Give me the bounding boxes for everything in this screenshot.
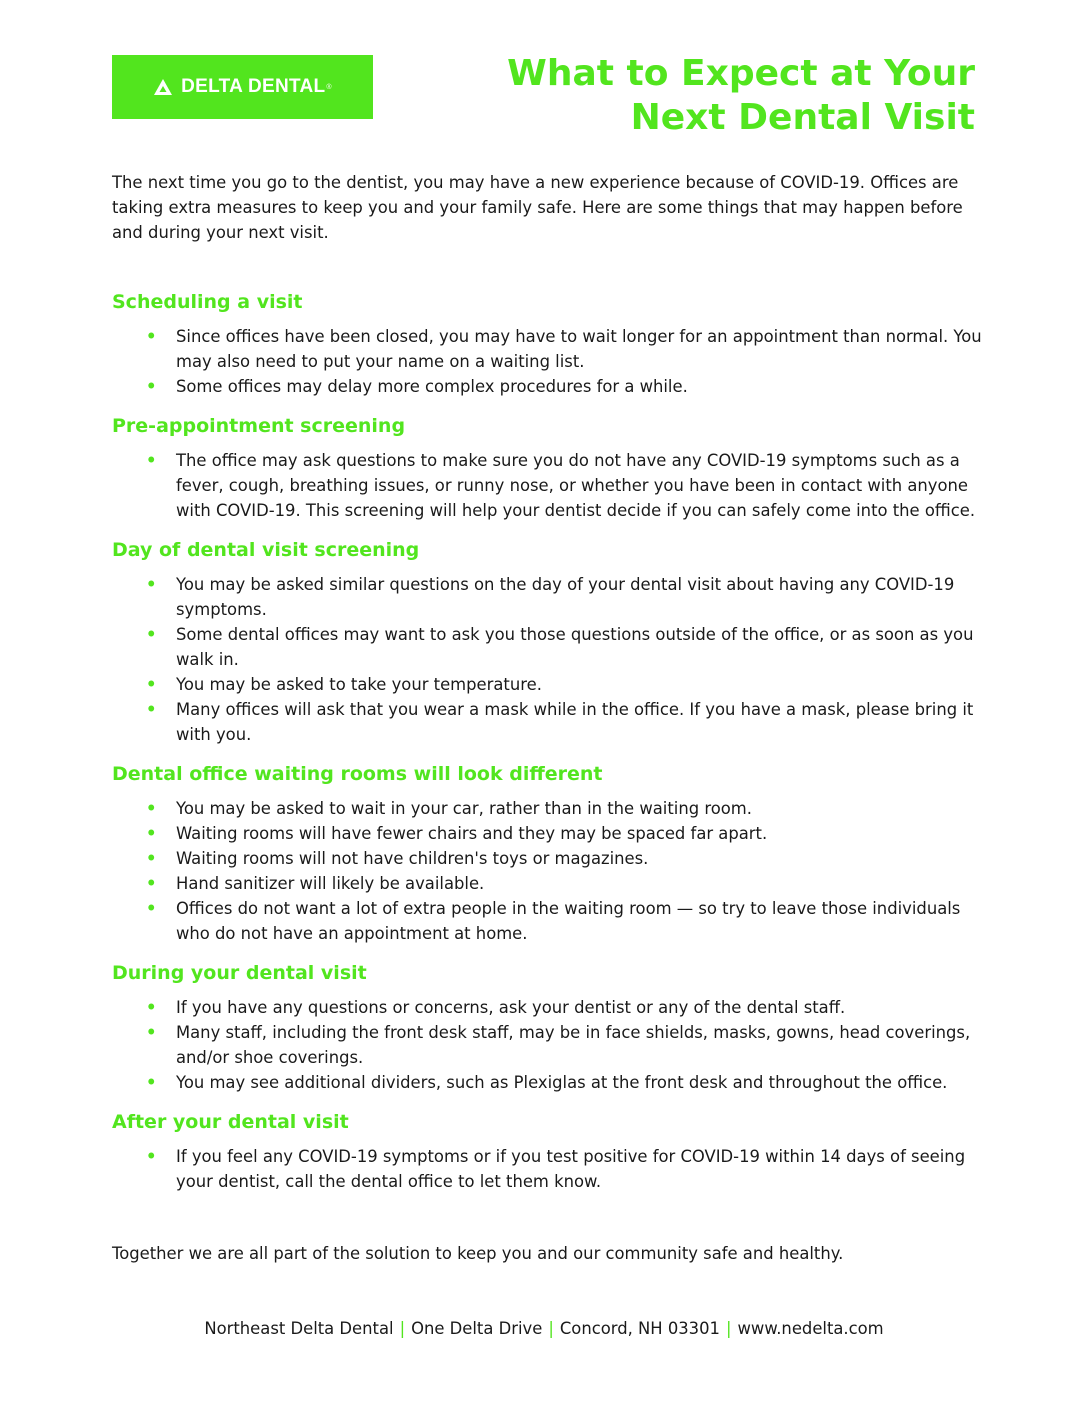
list-item [112,1070,982,1095]
bullet-list [112,995,982,1095]
bullet-list [112,448,982,523]
intro-paragraph: The next time you go to the dentist, you may have a new experience because of COVID-19. Offices are taking extra measures to keep you and your family safe. Here are some things that may happen before and during your next visit. [112,173,963,242]
footer-website[interactable]: www.nedelta.com [737,1319,884,1338]
list-item-text: Waiting rooms will not have children's toys or magazines. [176,849,649,868]
list-item [112,796,982,821]
bullet-icon: • [146,377,157,396]
title-line-1: What to Expect at Your [507,53,975,94]
footer-city: Concord, NH 03301 [559,1319,720,1338]
bullet-icon: • [146,700,157,719]
list-item-text: Hand sanitizer will likely be available. [176,874,485,893]
section-heading: Scheduling a visit [112,291,303,313]
list-item-text: You may be asked to take your temperature. [176,675,542,694]
closing-statement: Together we are all part of the solution to keep you and our community safe and healthy. [112,1244,844,1263]
section-heading: Dental office waiting rooms will look different [112,763,603,785]
footer [0,1316,1088,1341]
list-item-text: Since offices have been closed, you may have to wait longer for an appointment than normal. You may also need to put your name on a waiting list. [176,327,982,371]
section-heading: During your dental visit [112,962,367,984]
list-item [112,324,982,374]
bullet-icon: • [146,625,157,644]
bullet-icon: • [146,849,157,868]
page-title [375,52,975,140]
bullet-icon: • [146,1023,157,1042]
list-item [112,672,982,697]
registered-mark: ® [326,83,332,91]
list-item [112,896,982,946]
section [112,761,982,946]
bullet-list [112,572,982,747]
bullet-icon: • [146,874,157,893]
section [112,1109,982,1194]
section [112,537,982,747]
list-item-text: Some offices may delay more complex procedures for a while. [176,377,688,396]
bullet-list [112,1144,982,1194]
list-item [112,995,982,1020]
section-heading: Pre-appointment screening [112,415,406,437]
footer-address: One Delta Drive [411,1319,543,1338]
list-item [112,448,982,523]
sections-container [112,289,982,1208]
list-item-text: Offices do not want a lot of extra people in the waiting room — so try to leave those individuals who do not have an appointment at home. [176,899,961,943]
section [112,413,982,523]
bullet-icon: • [146,899,157,918]
list-item [112,374,982,399]
section-heading: Day of dental visit screening [112,539,420,561]
footer-org: Northeast Delta Dental [204,1319,394,1338]
section [112,289,982,399]
list-item-text: Some dental offices may want to ask you those questions outside of the office, or as soon as you walk in. [176,625,974,669]
section-heading: After your dental visit [112,1111,349,1133]
delta-triangle-icon [153,78,173,96]
bullet-icon: • [146,1147,157,1166]
list-item [112,572,982,622]
footer-separator: | [548,1319,554,1338]
bullet-icon: • [146,675,157,694]
list-item [112,846,982,871]
bullet-icon: • [146,1073,157,1092]
footer-separator: | [725,1319,732,1338]
list-item-text: The office may ask questions to make sure you do not have any COVID-19 symptoms such as a fever, cough, breathing issues, or runny nose, or whether you have been in contact with anyone with COVID-19. This screening will help your dentist decide if you can safely come into the office. [176,451,976,520]
bullet-icon: • [146,824,157,843]
list-item [112,697,982,747]
list-item-text: Waiting rooms will have fewer chairs and they may be spaced far apart. [176,824,768,843]
list-item [112,871,982,896]
bullet-icon: • [146,799,157,818]
list-item-text: Many staff, including the front desk staff, may be in face shields, masks, gowns, head coverings, and/or shoe coverings. [176,1023,971,1067]
list-item-text: You may be asked similar questions on the day of your dental visit about having any COVID-19 symptoms. [176,575,955,619]
bullet-list [112,324,982,399]
title-line-2: Next Dental Visit [630,97,975,138]
bullet-list [112,796,982,946]
list-item [112,1020,982,1070]
section [112,960,982,1095]
list-item-text: You may be asked to wait in your car, rather than in the waiting room. [176,799,752,818]
delta-dental-logo [112,55,373,119]
list-item-text: Many offices will ask that you wear a mask while in the office. If you have a mask, please bring it with you. [176,700,974,744]
list-item-text: If you feel any COVID-19 symptoms or if you test positive for COVID-19 within 14 days of seeing your dentist, call the dental office to let them know. [176,1147,966,1191]
list-item [112,622,982,672]
list-item-text: If you have any questions or concerns, ask your dentist or any of the dental staff. [176,998,846,1017]
footer-separator: | [399,1319,406,1338]
bullet-icon: • [146,998,157,1017]
bullet-icon: • [146,327,157,346]
list-item-text: You may see additional dividers, such as Plexiglas at the front desk and throughout the office. [176,1073,948,1092]
list-item [112,821,982,846]
logo-text: DELTA DENTAL [181,76,326,97]
list-item [112,1144,982,1194]
bullet-icon: • [146,575,157,594]
bullet-icon: • [146,451,157,470]
